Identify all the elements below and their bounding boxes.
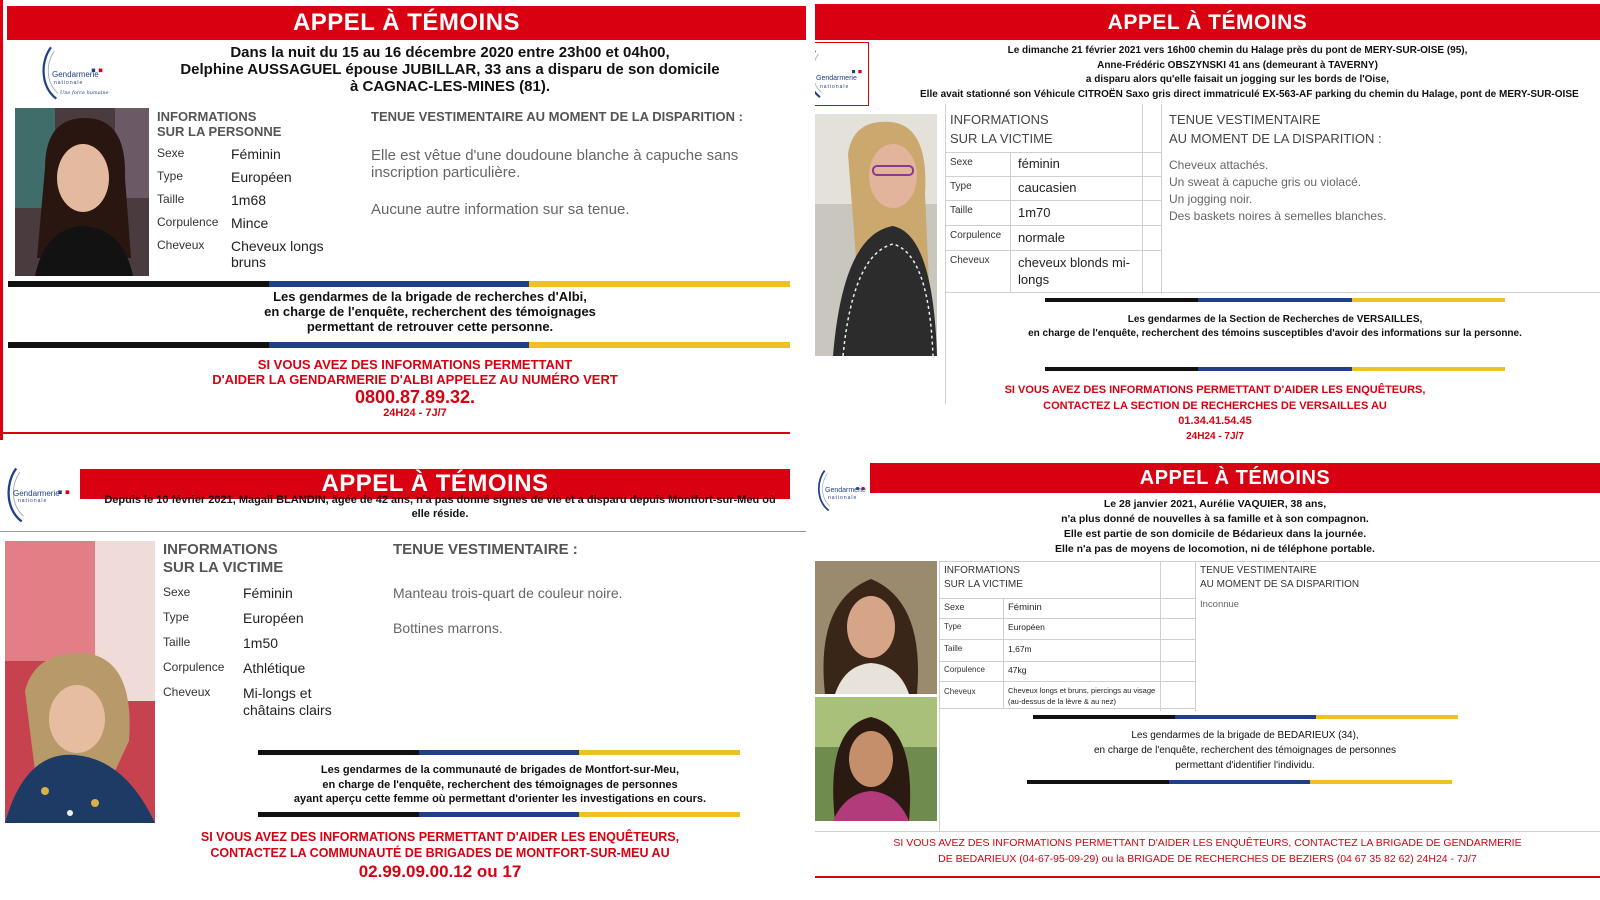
- logo-sub: nationale: [54, 80, 84, 86]
- investigators-text: [950, 313, 1600, 341]
- logo-sub: nationale: [828, 495, 858, 501]
- intro-line: Le dimanche 21 février 2021 vers 16h00 chemin du Halage près du pont de MERY-SUR-OISE (95),: [1007, 45, 1468, 56]
- bottom-rule: [815, 876, 1600, 878]
- poster-magali: [0, 463, 806, 900]
- field-value-corpulence: Mince: [231, 215, 269, 231]
- recherche-line: ayant aperçu cette femme où permettant d'orienter les investigations en cours.: [293, 793, 707, 805]
- field-label-corpulence: Corpulence: [950, 230, 1002, 241]
- poster-delphine: [0, 0, 806, 440]
- portrait-image: [815, 114, 937, 356]
- recherche-line: Les gendarmes de la brigade de BEDARIEUX (34),: [1131, 730, 1359, 741]
- tenue-heading: [1169, 110, 1382, 148]
- tenue-line: Un jogging noir.: [1169, 192, 1253, 206]
- tenue-line: Elle est vêtue d'une doudoune blanche à capuche sans inscription particulière.: [371, 147, 739, 181]
- info-heading: [944, 564, 1023, 592]
- recherche-line: en charge de l'enquête, recherchent des témoignages de personnes: [322, 778, 678, 791]
- header-rule: [0, 531, 806, 532]
- info-heading: [163, 541, 283, 577]
- cta-line: SI VOUS AVEZ DES INFORMATIONS PERMETTANT D'AIDER LES ENQUÊTEURS,: [1004, 384, 1426, 396]
- table-divider: [939, 618, 1195, 619]
- field-label-cheveux: Cheveux: [163, 685, 211, 699]
- info-heading-line: INFORMATIONS: [944, 565, 1020, 576]
- table-divider: [1195, 561, 1196, 711]
- info-heading: [950, 110, 1053, 148]
- table-divider: [939, 708, 1195, 709]
- red-border: [0, 0, 3, 440]
- tricolor-stripe: [1045, 298, 1505, 302]
- tricolor-stripe: [258, 812, 740, 817]
- investigators-text: [120, 289, 740, 334]
- intro-text: [875, 44, 1600, 102]
- recherche-line: Les gendarmes de la Section de Recherches de VERSAILLES,: [1127, 314, 1423, 325]
- table-divider: [945, 104, 946, 404]
- tricolor-stripe: [258, 750, 740, 755]
- tenue-heading-line: AU MOMENT DE LA DISPARITION :: [1169, 131, 1382, 146]
- table-divider: [939, 598, 1195, 599]
- field-label-type: Type: [944, 622, 962, 631]
- intro-line: Elle est partie de son domicile de Bédarieux dans la journée.: [1063, 528, 1367, 540]
- field-label-type: Type: [157, 169, 184, 183]
- intro-line: elle réside.: [411, 508, 469, 520]
- field-label-sexe: Sexe: [157, 146, 185, 160]
- field-label-taille: Taille: [950, 205, 973, 216]
- contact-text: [915, 382, 1515, 414]
- intro-line: Delphine AUSSAGUEL épouse JUBILLAR, 33 ans a disparu de son domicile: [180, 61, 720, 78]
- portrait-image: [5, 541, 155, 823]
- photo-missing-person: [815, 114, 937, 356]
- field-value-type: Européen: [231, 169, 292, 185]
- field-value-type: Européen: [1008, 622, 1045, 632]
- logo-sub: nationale: [18, 498, 48, 504]
- gendarmerie-logo: [30, 42, 118, 104]
- photo-missing-person: [5, 541, 155, 823]
- banner-title: APPEL À TÉMOINS: [80, 469, 790, 499]
- table-divider: [945, 225, 1162, 226]
- field-label-cheveux: Cheveux: [944, 687, 976, 696]
- logo-text: Gendarmerie: [52, 70, 99, 79]
- tenue-heading-line: TENUE VESTIMENTAIRE: [1200, 565, 1317, 576]
- phone-number: 01.34.41.54.45: [1178, 415, 1252, 427]
- cta-line: CONTACTEZ LA SECTION DE RECHERCHES DE VERSAILLES AU: [1043, 400, 1387, 412]
- intro-line: a disparu alors qu'elle faisait un jogging sur les bords de l'Oise,: [1085, 74, 1390, 85]
- field-label-cheveux: Cheveux: [157, 238, 205, 252]
- intro-line: Elle n'a pas de moyens de locomotion, ni de téléphone portable.: [1055, 543, 1375, 555]
- table-divider: [945, 250, 1162, 251]
- contact-text: [100, 357, 730, 387]
- info-heading-line: SUR LA VICTIME: [163, 559, 284, 576]
- intro-line: Le 28 janvier 2021, Aurélie VAQUIER, 38 ans,: [1103, 498, 1327, 510]
- cta-line: SI VOUS AVEZ DES INFORMATIONS PERMETTANT D'AIDER LES ENQUÊTEURS, CONTACTEZ LA BRIGADE DE GENDARMERIE: [893, 837, 1522, 849]
- table-divider: [939, 639, 1195, 640]
- intro-line: Dans la nuit du 15 au 16 décembre 2020 entre 23h00 et 04h00,: [230, 44, 670, 61]
- table-divider: [945, 292, 1600, 293]
- gendarmerie-logo: [815, 42, 869, 106]
- logo-sub: nationale: [820, 84, 850, 90]
- recherche-line: en charge de l'enquête, recherchent des témoins susceptibles d'avoir des informations sur la personne.: [1028, 328, 1522, 339]
- field-value-taille: 1m70: [1018, 205, 1051, 220]
- tenue-list: [1169, 157, 1386, 225]
- table-divider: [939, 561, 940, 831]
- portrait-image: [815, 697, 937, 821]
- recherche-line: Les gendarmes de la communauté de brigades de Montfort-sur-Meu,: [320, 764, 680, 776]
- field-value-cheveux: Cheveux longs bruns: [231, 238, 324, 270]
- field-label-sexe: Sexe: [163, 585, 191, 599]
- intro-line: Depuis le 10 février 2021, Magali BLANDIN, âgée de 42 ans, n'a pas donné signes de vie et a disparu depuis Montfort-sur-Meu où: [104, 494, 776, 506]
- investigators-text: [1015, 728, 1475, 773]
- field-label-taille: Taille: [944, 644, 963, 653]
- recherche-line: Les gendarmes de la brigade de recherches d'Albi,: [273, 289, 587, 304]
- table-divider: [945, 176, 1162, 177]
- contact-text: [100, 829, 780, 861]
- field-value-type: Européen: [243, 610, 304, 626]
- recherche-line: en charge de l'enquête, recherchent des témoignages: [264, 304, 596, 319]
- logo-text: Gendarmerie: [825, 487, 866, 494]
- intro-line: Anne-Frédéric OBSZYNSKI 41 ans (demeurant à TAVERNY): [1097, 59, 1378, 71]
- tricolor-stripe: [1033, 715, 1458, 719]
- cta-line: D'AIDER LA GENDARMERIE D'ALBI APPELEZ AU NUMÉRO VERT: [212, 372, 618, 387]
- cta-line: SI VOUS AVEZ DES INFORMATIONS PERMETTANT: [257, 357, 573, 372]
- field-label-type: Type: [163, 610, 190, 624]
- field-value-cheveux: Mi-longs et châtains clairs: [243, 685, 332, 718]
- table-divider: [1010, 152, 1011, 292]
- intro-line: n'a plus donné de nouvelles à sa famille et à son compagnon.: [1061, 513, 1369, 525]
- field-value-corpulence: 47kg: [1008, 665, 1027, 675]
- recherche-line: permettant de retrouver cette personne.: [306, 319, 554, 334]
- field-value-sexe: Féminin: [243, 585, 293, 601]
- table-divider: [939, 561, 1600, 562]
- field-label-taille: Taille: [157, 192, 185, 206]
- gendarmerie-emblem-icon: [815, 43, 868, 105]
- tenue-heading: [1200, 564, 1359, 592]
- photo-missing-person-2: [815, 697, 937, 821]
- field-label-sexe: Sexe: [950, 157, 973, 168]
- field-value-taille: 1m68: [231, 192, 267, 208]
- portrait-image: [15, 108, 149, 276]
- tricolor-stripe: [1045, 367, 1505, 371]
- field-value-sexe: féminin: [1018, 156, 1060, 171]
- table-divider: [815, 831, 1600, 832]
- info-heading-line: SUR LA PERSONNE: [157, 124, 282, 139]
- table-divider: [1142, 104, 1143, 294]
- field-value-corpulence: Athlétique: [243, 660, 306, 676]
- info-heading-line: SUR LA VICTIME: [950, 131, 1053, 146]
- info-heading: [157, 109, 281, 139]
- intro-text: [120, 44, 780, 95]
- table-divider: [1160, 561, 1161, 711]
- info-heading-line: SUR LA VICTIME: [944, 579, 1023, 590]
- tenue-line: Un sweat à capuche gris ou violacé.: [1169, 175, 1362, 189]
- table-divider: [939, 661, 1195, 662]
- hours-text: 24H24 - 7J/7: [383, 407, 447, 419]
- banner-title: APPEL À TÉMOINS: [815, 6, 1600, 40]
- logo-text: Gendarmerie: [816, 75, 857, 82]
- tenue-line: Inconnue: [1200, 599, 1240, 610]
- hours-text: 24H24 - 7J/7: [1186, 431, 1244, 442]
- tenue-line: Aucune autre information sur sa tenue.: [371, 201, 630, 218]
- field-label-corpulence: Corpulence: [944, 665, 985, 674]
- field-value-corpulence: normale: [1018, 230, 1065, 245]
- table-divider: [1003, 598, 1004, 708]
- tenue-line: Cheveux attachés.: [1169, 158, 1269, 172]
- tricolor-stripe: [8, 281, 790, 287]
- field-value-taille: 1,67m: [1008, 644, 1032, 654]
- cta-line: DE BEDARIEUX (04-67-95-09-29) ou la BRIGADE DE RECHERCHES DE BEZIERS (04 67 35 82 62) 24H24 - 7J/7: [938, 853, 1477, 865]
- field-value-taille: 1m50: [243, 635, 279, 651]
- contact-text: [825, 835, 1590, 867]
- table-divider: [939, 681, 1195, 682]
- field-value-cheveux: cheveux blonds mi-longs: [1018, 255, 1130, 287]
- banner-title: APPEL À TÉMOINS: [7, 6, 806, 40]
- table-divider: [945, 200, 1162, 201]
- tricolor-stripe: [1027, 780, 1452, 784]
- photo-missing-person: [15, 108, 149, 276]
- recherche-line: permettant d'identifier l'individu.: [1175, 760, 1315, 771]
- field-label-type: Type: [950, 181, 972, 192]
- cta-line: SI VOUS AVEZ DES INFORMATIONS PERMETTANT D'AIDER LES ENQUÊTEURS,: [200, 830, 680, 844]
- banner-title: APPEL À TÉMOINS: [870, 463, 1600, 493]
- bottom-rule: [0, 432, 790, 434]
- tenue-heading-line: TENUE VESTIMENTAIRE: [1169, 112, 1321, 127]
- tenue-line: Manteau trois-quart de couleur noire.: [393, 585, 623, 601]
- investigators-text: [230, 763, 770, 807]
- tenue-line: Bottines marrons.: [393, 620, 503, 636]
- tenue-line: Des baskets noires à semelles blanches.: [1169, 209, 1387, 223]
- field-label-corpulence: Corpulence: [157, 215, 219, 229]
- poster-anne-frederic: [815, 0, 1600, 450]
- field-label-corpulence: Corpulence: [163, 660, 225, 674]
- poster-aurelie: [815, 463, 1600, 900]
- intro-text: [85, 493, 795, 521]
- table-divider: [945, 152, 1162, 153]
- field-value-type: caucasien: [1018, 180, 1077, 195]
- gendarmerie-logo: [0, 463, 80, 527]
- portrait-image: [815, 561, 937, 694]
- gendarmerie-logo: [815, 463, 870, 518]
- table-divider: [1161, 104, 1162, 294]
- logo-motto: Une force humaine: [60, 90, 109, 96]
- info-heading-line: INFORMATIONS: [163, 541, 278, 558]
- info-heading-line: INFORMATIONS: [950, 112, 1049, 127]
- info-heading-line: INFORMATIONS: [157, 109, 257, 124]
- logo-text: Gendarmerie: [13, 489, 60, 498]
- tenue-heading: TENUE VESTIMENTAIRE AU MOMENT DE LA DISPARITION :: [371, 109, 743, 124]
- phone-number: 0800.87.89.32.: [354, 387, 476, 407]
- phone-number: 02.99.09.00.12 ou 17: [358, 862, 522, 881]
- tenue-heading: TENUE VESTIMENTAIRE :: [393, 541, 578, 558]
- field-label-sexe: Sexe: [944, 602, 965, 612]
- field-value-cheveux: Cheveux longs et bruns, piercings au visage (au-dessus de la lèvre & au nez): [1008, 686, 1156, 706]
- field-value-sexe: Féminin: [231, 146, 281, 162]
- intro-text: [915, 497, 1515, 557]
- tenue-heading-line: AU MOMENT DE SA DISPARITION: [1200, 579, 1360, 590]
- photo-missing-person: [815, 561, 937, 694]
- intro-line: à CAGNAC-LES-MINES (81).: [349, 78, 551, 95]
- recherche-line: en charge de l'enquête, recherchent des témoignages de personnes: [1093, 745, 1397, 756]
- field-label-cheveux: Cheveux: [950, 255, 990, 266]
- tricolor-stripe: [8, 342, 790, 348]
- cta-line: CONTACTEZ LA COMMUNAUTÉ DE BRIGADES DE MONTFORT-SUR-MEU AU: [210, 846, 670, 860]
- field-label-taille: Taille: [163, 635, 191, 649]
- intro-line: Elle avait stationné son Véhicule CITROËN Saxo gris direct immatriculé EX-563-AF parking du chemin du Halage, pont de MERY-SUR-OISE: [920, 88, 1579, 100]
- field-value-sexe: Féminin: [1008, 602, 1042, 613]
